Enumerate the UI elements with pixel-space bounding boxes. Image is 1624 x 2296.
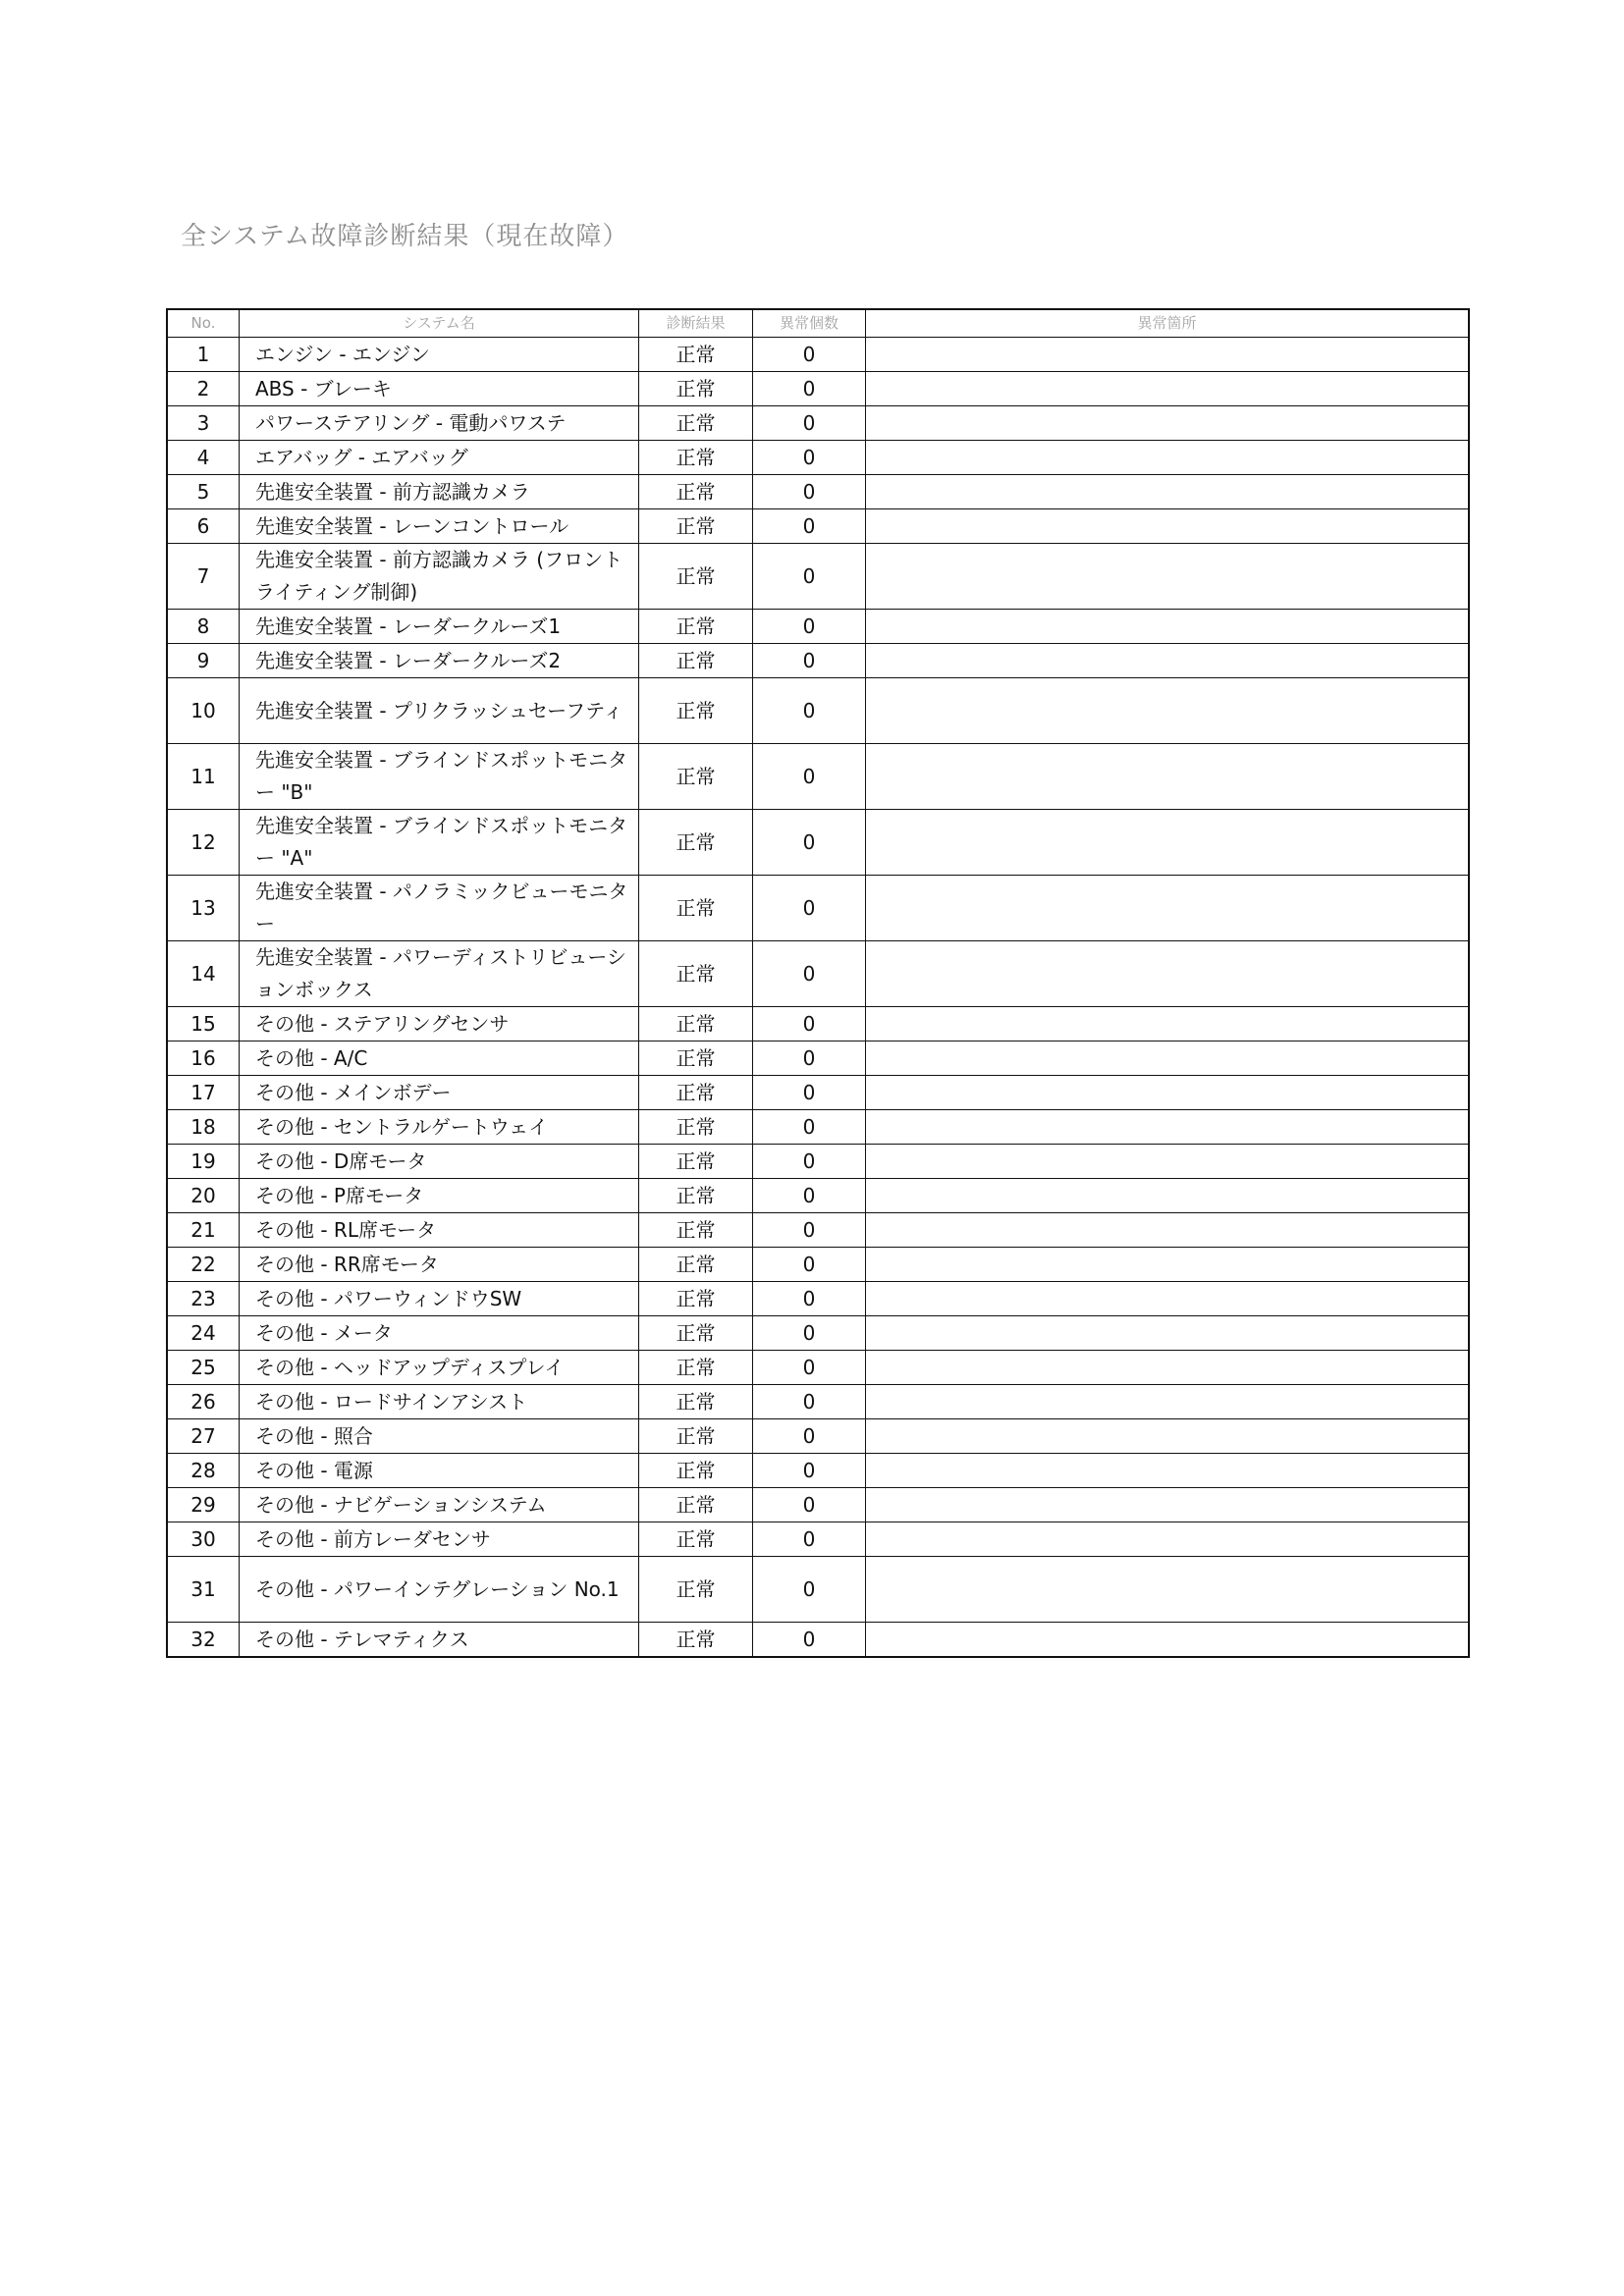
row-result: 正常: [639, 1110, 753, 1145]
row-system-name: その他 - テレマティクス: [240, 1623, 639, 1658]
row-system-name: その他 - 電源: [240, 1454, 639, 1488]
row-location: [866, 338, 1470, 372]
row-count: 0: [753, 1041, 866, 1076]
row-location: [866, 744, 1470, 810]
table-row: [167, 1623, 1469, 1658]
row-no: 30: [167, 1522, 240, 1557]
row-location: [866, 1007, 1470, 1041]
row-location: [866, 1522, 1470, 1557]
row-location: [866, 372, 1470, 406]
table-row: [167, 610, 1469, 644]
row-count: 0: [753, 1488, 866, 1522]
row-system-name: その他 - メインボデー: [240, 1076, 639, 1110]
row-count: 0: [753, 1179, 866, 1213]
row-count: 0: [753, 1522, 866, 1557]
row-count: 0: [753, 1213, 866, 1248]
row-count: 0: [753, 544, 866, 610]
row-count: 0: [753, 678, 866, 744]
row-result: 正常: [639, 876, 753, 941]
row-system-name: パワーステアリング - 電動パワステ: [240, 406, 639, 441]
row-count: 0: [753, 1248, 866, 1282]
table-row: [167, 441, 1469, 475]
row-no: 14: [167, 941, 240, 1007]
row-count: 0: [753, 876, 866, 941]
row-no: 5: [167, 475, 240, 509]
row-system-name: その他 - RL席モータ: [240, 1213, 639, 1248]
row-location: [866, 509, 1470, 544]
row-result: 正常: [639, 610, 753, 644]
row-location: [866, 810, 1470, 876]
row-no: 22: [167, 1248, 240, 1282]
row-no: 32: [167, 1623, 240, 1658]
row-count: 0: [753, 1385, 866, 1419]
page-title: 全システム故障診断結果（現在故障）: [181, 222, 629, 251]
row-count: 0: [753, 441, 866, 475]
table-row: [167, 1316, 1469, 1351]
row-system-name: その他 - P席モータ: [240, 1179, 639, 1213]
header-no: No.: [167, 309, 240, 338]
row-no: 1: [167, 338, 240, 372]
table-row: [167, 1110, 1469, 1145]
row-system-name: その他 - 前方レーダセンサ: [240, 1522, 639, 1557]
row-location: [866, 1248, 1470, 1282]
row-result: 正常: [639, 544, 753, 610]
row-result: 正常: [639, 1385, 753, 1419]
row-system-name: 先進安全装置 - レーンコントロール: [240, 509, 639, 544]
table-row: [167, 1385, 1469, 1419]
row-no: 18: [167, 1110, 240, 1145]
row-location: [866, 1351, 1470, 1385]
row-location: [866, 475, 1470, 509]
table-row: [167, 1454, 1469, 1488]
row-system-name: その他 - ステアリングセンサ: [240, 1007, 639, 1041]
table-row: [167, 1248, 1469, 1282]
row-count: 0: [753, 1145, 866, 1179]
row-no: 7: [167, 544, 240, 610]
row-result: 正常: [639, 1557, 753, 1623]
table-row: [167, 544, 1469, 610]
row-result: 正常: [639, 1007, 753, 1041]
table-row: [167, 1488, 1469, 1522]
row-system-name: その他 - ロードサインアシスト: [240, 1385, 639, 1419]
diagnosis-table: [166, 308, 1470, 1658]
table-row: [167, 1213, 1469, 1248]
table-row: [167, 1522, 1469, 1557]
row-count: 0: [753, 810, 866, 876]
table-row: [167, 509, 1469, 544]
table-row: [167, 1282, 1469, 1316]
row-count: 0: [753, 1623, 866, 1658]
table-row: [167, 1351, 1469, 1385]
row-result: 正常: [639, 941, 753, 1007]
row-system-name: 先進安全装置 - 前方認識カメラ: [240, 475, 639, 509]
row-count: 0: [753, 475, 866, 509]
row-result: 正常: [639, 1316, 753, 1351]
row-system-name: 先進安全装置 - 前方認識カメラ (フロントライティング制御): [240, 544, 639, 610]
row-result: 正常: [639, 1522, 753, 1557]
header-row: [167, 309, 1469, 338]
row-location: [866, 1076, 1470, 1110]
row-result: 正常: [639, 338, 753, 372]
row-no: 12: [167, 810, 240, 876]
row-no: 19: [167, 1145, 240, 1179]
row-count: 0: [753, 406, 866, 441]
row-result: 正常: [639, 1213, 753, 1248]
row-location: [866, 1419, 1470, 1454]
row-count: 0: [753, 338, 866, 372]
row-result: 正常: [639, 1248, 753, 1282]
row-count: 0: [753, 1557, 866, 1623]
table-row: [167, 744, 1469, 810]
row-system-name: 先進安全装置 - レーダークルーズ1: [240, 610, 639, 644]
row-result: 正常: [639, 372, 753, 406]
row-system-name: その他 - パワーインテグレーション No.1: [240, 1557, 639, 1623]
row-no: 25: [167, 1351, 240, 1385]
table-row: [167, 1041, 1469, 1076]
table-row: [167, 475, 1469, 509]
row-result: 正常: [639, 1076, 753, 1110]
row-no: 29: [167, 1488, 240, 1522]
row-location: [866, 441, 1470, 475]
row-system-name: エアバッグ - エアバッグ: [240, 441, 639, 475]
table-row: [167, 678, 1469, 744]
row-count: 0: [753, 1076, 866, 1110]
row-system-name: その他 - パワーウィンドウSW: [240, 1282, 639, 1316]
row-system-name: 先進安全装置 - プリクラッシュセーフティ: [240, 678, 639, 744]
row-no: 23: [167, 1282, 240, 1316]
table-row: [167, 1076, 1469, 1110]
row-no: 21: [167, 1213, 240, 1248]
row-no: 31: [167, 1557, 240, 1623]
row-location: [866, 544, 1470, 610]
row-count: 0: [753, 1282, 866, 1316]
row-system-name: その他 - D席モータ: [240, 1145, 639, 1179]
row-location: [866, 1488, 1470, 1522]
row-result: 正常: [639, 1488, 753, 1522]
row-system-name: その他 - 照合: [240, 1419, 639, 1454]
row-location: [866, 1110, 1470, 1145]
row-location: [866, 644, 1470, 678]
row-count: 0: [753, 1110, 866, 1145]
row-location: [866, 406, 1470, 441]
header-result: 診断結果: [639, 309, 753, 338]
row-location: [866, 1282, 1470, 1316]
table-row: [167, 1179, 1469, 1213]
row-system-name: その他 - ナビゲーションシステム: [240, 1488, 639, 1522]
row-count: 0: [753, 1316, 866, 1351]
row-count: 0: [753, 1007, 866, 1041]
row-result: 正常: [639, 1041, 753, 1076]
row-location: [866, 610, 1470, 644]
row-no: 10: [167, 678, 240, 744]
row-no: 8: [167, 610, 240, 644]
row-result: 正常: [639, 1282, 753, 1316]
row-count: 0: [753, 509, 866, 544]
header-count: 異常個数: [753, 309, 866, 338]
row-location: [866, 1145, 1470, 1179]
table-row: [167, 1145, 1469, 1179]
row-no: 17: [167, 1076, 240, 1110]
table-header: [167, 309, 1469, 338]
row-result: 正常: [639, 509, 753, 544]
row-location: [866, 1385, 1470, 1419]
row-system-name: 先進安全装置 - ブラインドスポットモニター "A": [240, 810, 639, 876]
table-body: [167, 338, 1469, 1658]
row-location: [866, 1179, 1470, 1213]
table-row: [167, 810, 1469, 876]
table-row: [167, 644, 1469, 678]
row-system-name: エンジン - エンジン: [240, 338, 639, 372]
row-system-name: その他 - ヘッドアップディスプレイ: [240, 1351, 639, 1385]
row-count: 0: [753, 941, 866, 1007]
row-no: 24: [167, 1316, 240, 1351]
row-system-name: その他 - RR席モータ: [240, 1248, 639, 1282]
table-row: [167, 876, 1469, 941]
row-result: 正常: [639, 1179, 753, 1213]
table-row: [167, 1557, 1469, 1623]
row-system-name: 先進安全装置 - ブラインドスポットモニター "B": [240, 744, 639, 810]
header-system-name: システム名: [240, 309, 639, 338]
table-row: [167, 1419, 1469, 1454]
row-result: 正常: [639, 1454, 753, 1488]
row-system-name: 先進安全装置 - パワーディストリビューションボックス: [240, 941, 639, 1007]
row-location: [866, 876, 1470, 941]
row-result: 正常: [639, 744, 753, 810]
row-no: 9: [167, 644, 240, 678]
row-no: 26: [167, 1385, 240, 1419]
row-result: 正常: [639, 1351, 753, 1385]
row-system-name: その他 - セントラルゲートウェイ: [240, 1110, 639, 1145]
row-system-name: ABS - ブレーキ: [240, 372, 639, 406]
row-result: 正常: [639, 1419, 753, 1454]
row-location: [866, 1041, 1470, 1076]
table-row: [167, 406, 1469, 441]
row-count: 0: [753, 610, 866, 644]
row-location: [866, 941, 1470, 1007]
row-system-name: その他 - メータ: [240, 1316, 639, 1351]
row-count: 0: [753, 644, 866, 678]
row-location: [866, 1316, 1470, 1351]
row-system-name: その他 - A/C: [240, 1041, 639, 1076]
row-no: 16: [167, 1041, 240, 1076]
row-location: [866, 1623, 1470, 1658]
row-result: 正常: [639, 678, 753, 744]
row-count: 0: [753, 1454, 866, 1488]
header-location: 異常箇所: [866, 309, 1470, 338]
row-no: 13: [167, 876, 240, 941]
row-system-name: 先進安全装置 - レーダークルーズ2: [240, 644, 639, 678]
row-no: 28: [167, 1454, 240, 1488]
row-location: [866, 1213, 1470, 1248]
row-no: 20: [167, 1179, 240, 1213]
row-no: 27: [167, 1419, 240, 1454]
row-result: 正常: [639, 810, 753, 876]
table-row: [167, 372, 1469, 406]
row-no: 6: [167, 509, 240, 544]
row-system-name: 先進安全装置 - パノラミックビューモニター: [240, 876, 639, 941]
row-result: 正常: [639, 1623, 753, 1658]
row-count: 0: [753, 744, 866, 810]
row-location: [866, 1557, 1470, 1623]
row-result: 正常: [639, 475, 753, 509]
row-count: 0: [753, 1351, 866, 1385]
row-count: 0: [753, 1419, 866, 1454]
row-location: [866, 678, 1470, 744]
table-row: [167, 1007, 1469, 1041]
row-count: 0: [753, 372, 866, 406]
row-result: 正常: [639, 406, 753, 441]
row-no: 4: [167, 441, 240, 475]
row-result: 正常: [639, 441, 753, 475]
row-location: [866, 1454, 1470, 1488]
row-no: 2: [167, 372, 240, 406]
table-row: [167, 941, 1469, 1007]
row-result: 正常: [639, 644, 753, 678]
row-no: 15: [167, 1007, 240, 1041]
row-result: 正常: [639, 1145, 753, 1179]
table-row: [167, 338, 1469, 372]
row-no: 11: [167, 744, 240, 810]
row-no: 3: [167, 406, 240, 441]
